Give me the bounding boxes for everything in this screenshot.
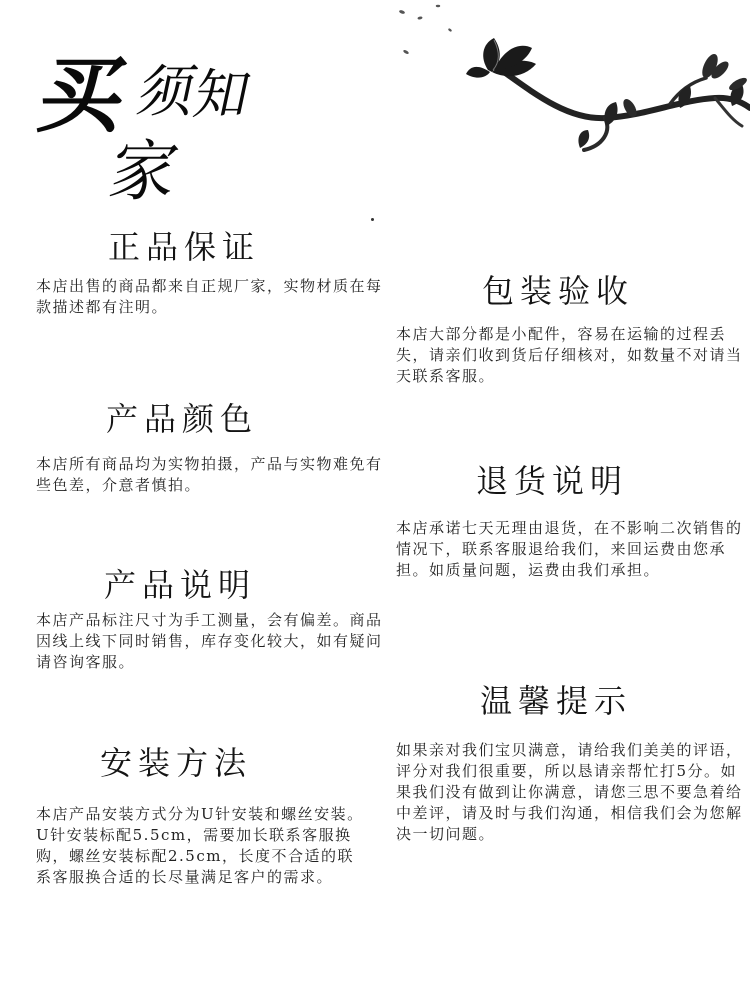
title-char-4: 家 xyxy=(102,133,187,210)
heading-quality-guarantee: 正品保证 xyxy=(108,228,261,266)
text-quality-guarantee: 本店出售的商品都来自正规厂家，实物材质在每款描述都有注明。 xyxy=(36,277,383,316)
title-char-3: 知 xyxy=(188,63,258,126)
title-char-1: 买 xyxy=(30,45,138,144)
text-product-color: 本店所有商品均为实物拍摄，产品与实物难免有些色差，介意者慎拍。 xyxy=(36,455,383,494)
text-installation-method: 本店产品安装方式分为U针安装和螺丝安装。U针安装标配5.5cm，需要加长联系客服换购，螺丝安装标配2.5cm，长度不合适的联系客服换合适的长尽量满足客户的需求。 xyxy=(36,805,364,886)
heading-product-description: 产品说明 xyxy=(104,566,257,604)
heading-installation-method: 安装方法 xyxy=(100,744,253,782)
text-return-policy: 本店承诺七天无理由退货，在不影响二次销售的情况下，联系客服退给我们，来回运费由您承担。如质量问题，运费由我们承担。 xyxy=(396,519,743,579)
title-char-2: 须 xyxy=(132,60,204,125)
heading-return-policy: 退货说明 xyxy=(476,462,629,500)
heading-package-inspection: 包装验收 xyxy=(482,272,635,310)
ink-dot xyxy=(371,218,374,221)
text-warm-tips: 如果亲对我们宝贝满意，请给我们美美的评语，评分对我们很重要，所以恳请亲帮忙打5分。如果我们没有做到让你满意，请您三思不要急着给中差评，请及时与我们沟通，相信我们会为您解决一切问题。 xyxy=(396,741,743,843)
heading-product-color: 产品颜色 xyxy=(106,400,259,438)
heading-warm-tips: 温馨提示 xyxy=(480,682,633,720)
magnolia-branch-illustration xyxy=(380,0,750,200)
text-product-description: 本店产品标注尺寸为手工测量，会有偏差。商品因线上线下同时销售，库存变化较大，如有疑问请咨询客服。 xyxy=(36,611,383,671)
text-package-inspection: 本店大部分都是小配件，容易在运输的过程丢失，请亲们收到货后仔细核对，如数量不对请当天联系客服。 xyxy=(396,325,743,385)
